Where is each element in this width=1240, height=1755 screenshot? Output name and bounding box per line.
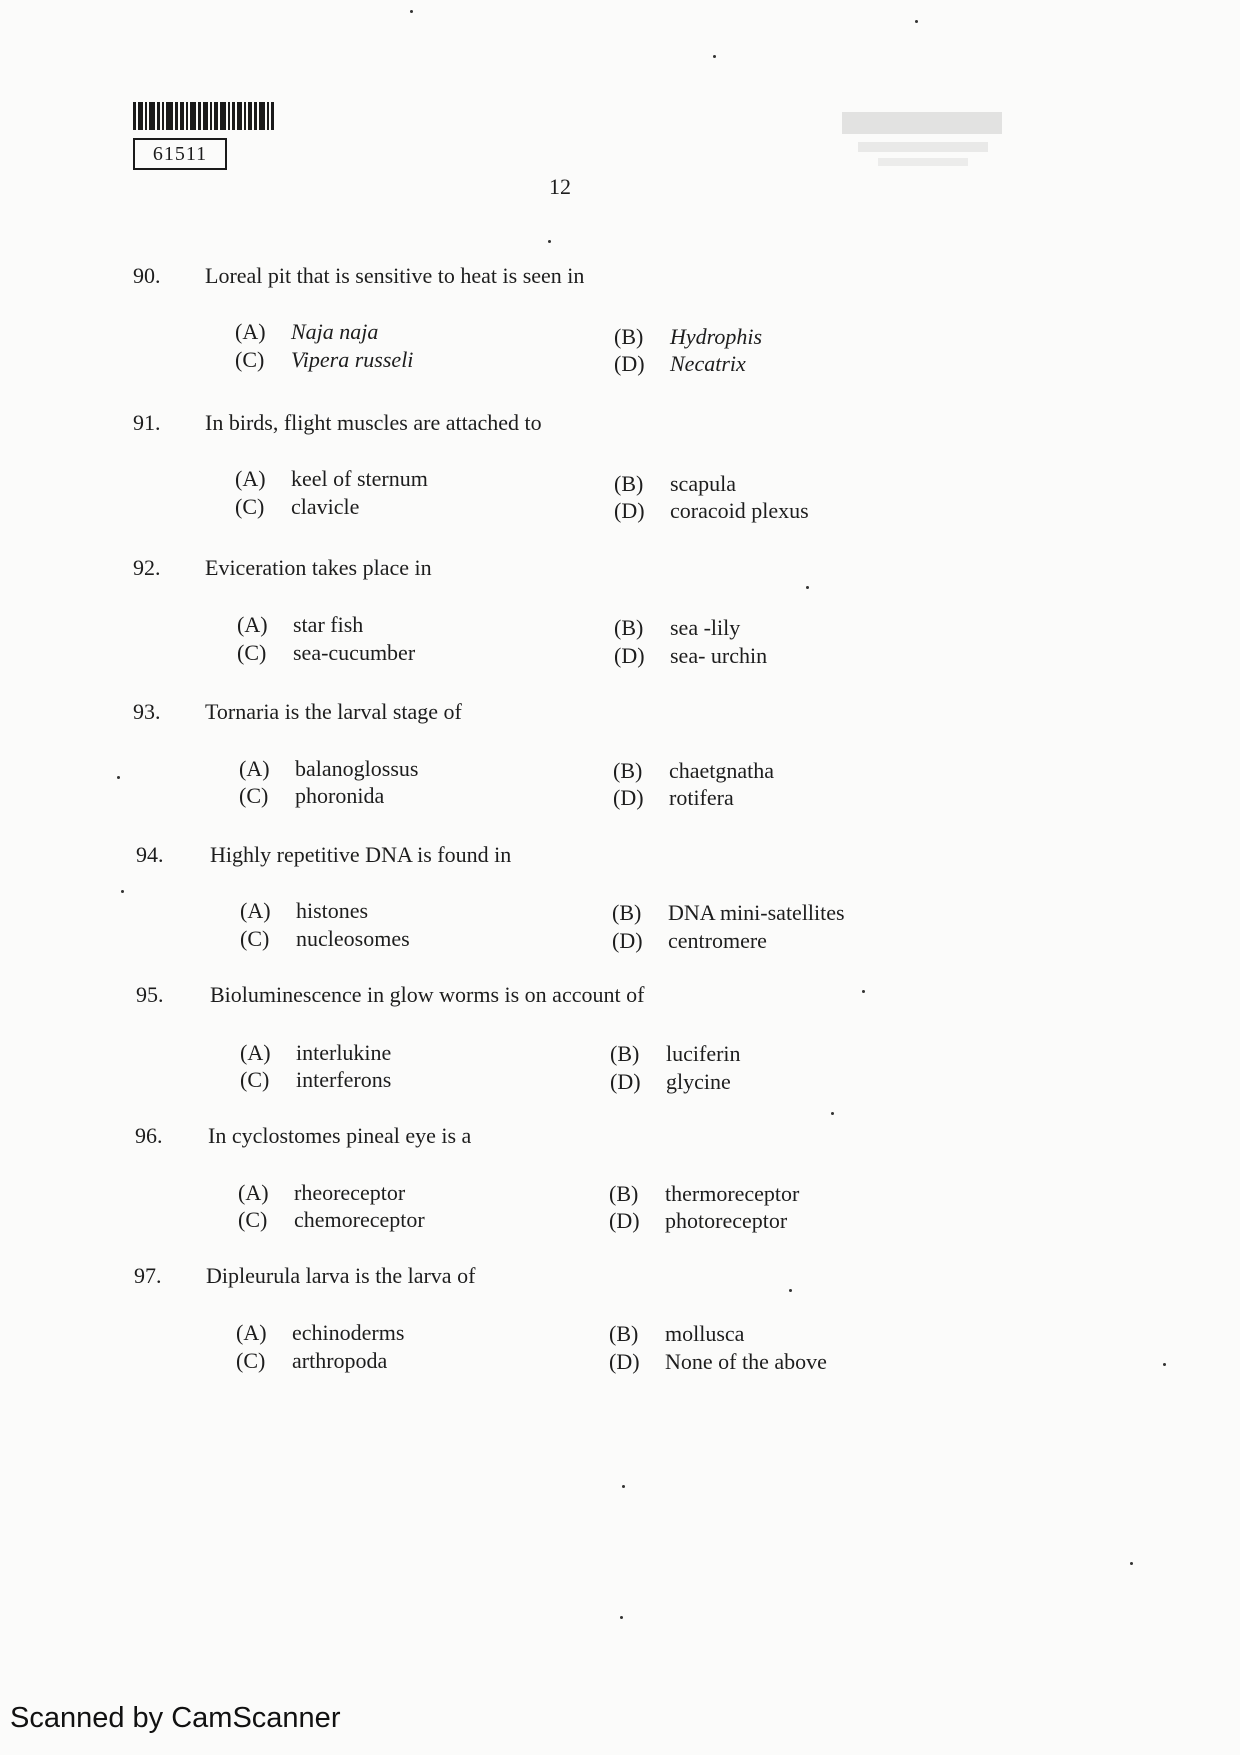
scan-speck [620,1616,623,1619]
option-c [240,926,410,952]
question-text: Tornaria is the larval stage of [205,699,462,724]
option-c [237,640,415,666]
option-label: (C) [240,926,270,951]
option-text: chemoreceptor [294,1207,425,1232]
option-label: (C) [235,347,265,372]
option-text: photoreceptor [665,1208,788,1233]
option-label: (C) [235,494,265,519]
option-c [236,1348,387,1374]
option-label: (D) [614,351,645,376]
option-text: chaetgnatha [669,758,775,783]
scan-speck [121,890,124,893]
option-d [609,1349,827,1375]
option-label: (C) [238,1207,268,1232]
option-label: (B) [614,471,644,496]
question-number: 91. [133,410,161,435]
option-b [610,1041,741,1067]
option-c [235,347,413,373]
option-d [609,1208,787,1234]
question-number: 93. [133,699,161,724]
option-c [239,783,384,809]
question-95 [0,982,1240,1122]
option-label: (A) [236,1320,267,1345]
question-96 [0,1123,1240,1263]
option-text: scapula [670,471,736,496]
option-label: (D) [614,643,645,668]
option-label: (B) [614,615,644,640]
option-label: (A) [237,612,268,637]
option-text: thermoreceptor [665,1181,800,1206]
option-a [236,1320,404,1346]
option-c [240,1067,391,1093]
barcode [133,102,293,130]
option-text: Vipera russeli [291,347,414,372]
option-a [238,1180,405,1206]
scan-speck [713,55,716,58]
option-label: (D) [613,785,644,810]
option-text: arthropoda [292,1348,388,1373]
page-number: 12 [549,174,571,199]
option-d [612,928,767,954]
scan-speck [410,10,413,13]
question-94 [0,842,1240,982]
option-text: sea- urchin [670,643,768,668]
option-label: (A) [240,898,271,923]
option-text: rotifera [669,785,734,810]
question-90 [0,263,1240,403]
question-number: 94. [136,842,164,867]
option-text: clavicle [291,494,360,519]
question-text: Highly repetitive DNA is found in [210,842,512,867]
option-text: balanoglossus [295,756,419,781]
option-label: (B) [609,1321,639,1346]
question-number: 92. [133,555,161,580]
option-text: Necatrix [670,351,746,376]
option-label: (A) [235,466,266,491]
scan-speck [1163,1363,1166,1366]
option-a [240,898,368,924]
option-b [614,615,740,641]
option-d [610,1069,731,1095]
option-text: luciferin [666,1041,741,1066]
question-97 [0,1263,1240,1403]
option-text: DNA mini-satellites [668,900,845,925]
scan-speck [117,776,120,779]
faint-stamp [838,108,1008,174]
option-a [235,319,378,345]
option-label: (C) [240,1067,270,1092]
question-number: 97. [134,1263,162,1288]
option-b [614,471,736,497]
option-b [612,900,845,926]
scan-speck [548,240,551,243]
scan-speck [915,20,918,23]
option-d [613,785,734,811]
option-label: (A) [239,756,270,781]
option-text: rheoreceptor [294,1180,406,1205]
option-text: interlukine [296,1040,392,1065]
option-label: (A) [235,319,266,344]
option-label: (B) [613,758,643,783]
option-text: Naja naja [291,319,379,344]
option-label: (B) [610,1041,640,1066]
option-label: (B) [614,324,644,349]
option-b [613,758,774,784]
option-text: sea -lily [670,615,741,640]
option-text: star fish [293,612,364,637]
option-c [238,1207,425,1233]
scan-speck [862,990,865,993]
option-text: histones [296,898,369,923]
option-label: (C) [236,1348,266,1373]
option-label: (C) [237,640,267,665]
scanner-watermark: Scanned by CamScanner [10,1702,341,1734]
option-a [240,1040,391,1066]
question-text: Bioluminescence in glow worms is on account of [210,982,645,1007]
option-label: (A) [240,1040,271,1065]
option-a [239,756,418,782]
option-label: (D) [610,1069,641,1094]
option-text: centromere [668,928,767,953]
question-text: In cyclostomes pineal eye is a [208,1123,472,1148]
option-c [235,494,359,520]
question-text: In birds, flight muscles are attached to [205,410,542,435]
question-93 [0,699,1240,839]
option-b [609,1181,799,1207]
option-d [614,643,767,669]
question-text: Dipleurula larva is the larva of [206,1263,476,1288]
question-number: 95. [136,982,164,1007]
question-number: 90. [133,263,161,288]
option-label: (D) [612,928,643,953]
option-label: (B) [612,900,642,925]
question-number: 96. [135,1123,163,1148]
option-text: sea-cucumber [293,640,416,665]
option-d [614,351,746,377]
option-text: keel of sternum [291,466,428,491]
option-text: None of the above [665,1349,827,1374]
scan-speck [806,586,809,589]
scan-speck [789,1289,792,1292]
paper-code: 61511 [133,138,227,170]
option-a [237,612,363,638]
option-label: (B) [609,1181,639,1206]
option-label: (C) [239,783,269,808]
option-a [235,466,428,492]
option-text: mollusca [665,1321,745,1346]
option-b [614,324,762,350]
question-92 [0,555,1240,695]
option-text: glycine [666,1069,731,1094]
option-d [614,498,809,524]
option-label: (A) [238,1180,269,1205]
option-label: (D) [614,498,645,523]
option-text: interferons [296,1067,392,1092]
question-text: Loreal pit that is sensitive to heat is seen in [205,263,585,288]
option-label: (D) [609,1208,640,1233]
question-91 [0,410,1240,550]
question-text: Eviceration takes place in [205,555,432,580]
scan-speck [622,1485,625,1488]
option-text: echinoderms [292,1320,405,1345]
option-text: Hydrophis [670,324,763,349]
scan-speck [831,1112,834,1115]
option-text: phoronida [295,783,385,808]
option-label: (D) [609,1349,640,1374]
option-text: nucleosomes [296,926,410,951]
scan-speck [1130,1562,1133,1565]
option-b [609,1321,744,1347]
option-text: coracoid plexus [670,498,809,523]
